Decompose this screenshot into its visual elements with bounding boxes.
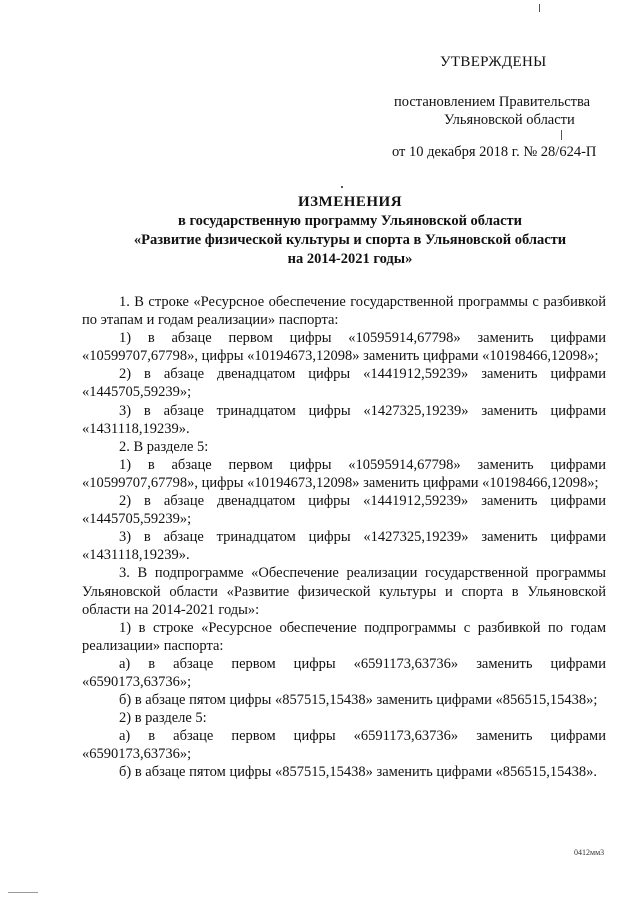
paragraph: 2) в абзаце двенадцатом цифры «1441912,59239» заменить цифрами «1445705,59239»; [82, 366, 606, 401]
approval-line-3: от 10 декабря 2018 г. № 28/624-П [392, 144, 597, 160]
approval-block [0, 0, 640, 170]
approval-line-2: Ульяновской области [444, 112, 575, 128]
title-line-3: «Развитие физической культуры и спорта в Ульяновской области [133, 232, 567, 248]
title-line-4: на 2014-2021 годы» [287, 251, 413, 267]
paragraph: 1. В строке «Ресурсное обеспечение государственной программы с разбивкой по этапам и годам реализации» паспорта: [82, 294, 606, 329]
document-title [90, 193, 610, 269]
scan-mark [561, 130, 562, 140]
paragraph: 2) в абзаце двенадцатом цифры «1441912,59239» заменить цифрами «1445705,59239»; [82, 493, 606, 528]
paragraph: 3) в абзаце тринадцатом цифры «1427325,19239» заменить цифрами «1431118,19239». [82, 402, 606, 437]
paragraph: 3. В подпрограмме «Обеспечение реализации государственной программы Ульяновской области «Развитие физической культуры и спорта в Ульяновской области на 2014-2021 годы»: [82, 565, 606, 618]
paragraph: 1) в абзаце первом цифры «10595914,67798» заменить цифрами «10599707,67798», цифры «10194673,12098» заменить цифрами «10198466,12098»; [82, 330, 606, 365]
footer-code: 0412мм3 [574, 848, 605, 857]
paragraph: б) в абзаце пятом цифры «857515,15438» заменить цифрами «856515,15438»; [119, 692, 598, 709]
approved-heading: УТВЕРЖДЕНЫ [440, 54, 547, 70]
paragraph: б) в абзаце пятом цифры «857515,15438» заменить цифрами «856515,15438». [119, 764, 598, 781]
scan-mark [341, 186, 343, 188]
paragraph: 3) в абзаце тринадцатом цифры «1427325,19239» заменить цифрами «1431118,19239». [82, 529, 606, 564]
approval-line-1: постановлением Правительства [394, 94, 591, 110]
paragraph: 2) в разделе 5: [119, 710, 207, 727]
scan-mark [539, 4, 540, 12]
document-body [82, 293, 606, 782]
paragraph: 1) в строке «Ресурсное обеспечение подпрограммы с разбивкой по годам реализации» паспорта: [82, 619, 606, 654]
paragraph: а) в абзаце первом цифры «6591173,63736» заменить цифрами «6590173,63736»; [82, 728, 606, 763]
title-line-2: в государственную программу Ульяновской области [177, 213, 522, 229]
paragraph: 2. В разделе 5: [119, 438, 209, 455]
paragraph: а) в абзаце первом цифры «6591173,63736» заменить цифрами «6590173,63736»; [82, 655, 606, 690]
paragraph: 1) в абзаце первом цифры «10595914,67798» заменить цифрами «10599707,67798», цифры «10194673,12098» заменить цифрами «10198466,12098»; [82, 456, 606, 491]
title-line-1: ИЗМЕНЕНИЯ [297, 194, 403, 210]
scan-mark [8, 892, 38, 893]
